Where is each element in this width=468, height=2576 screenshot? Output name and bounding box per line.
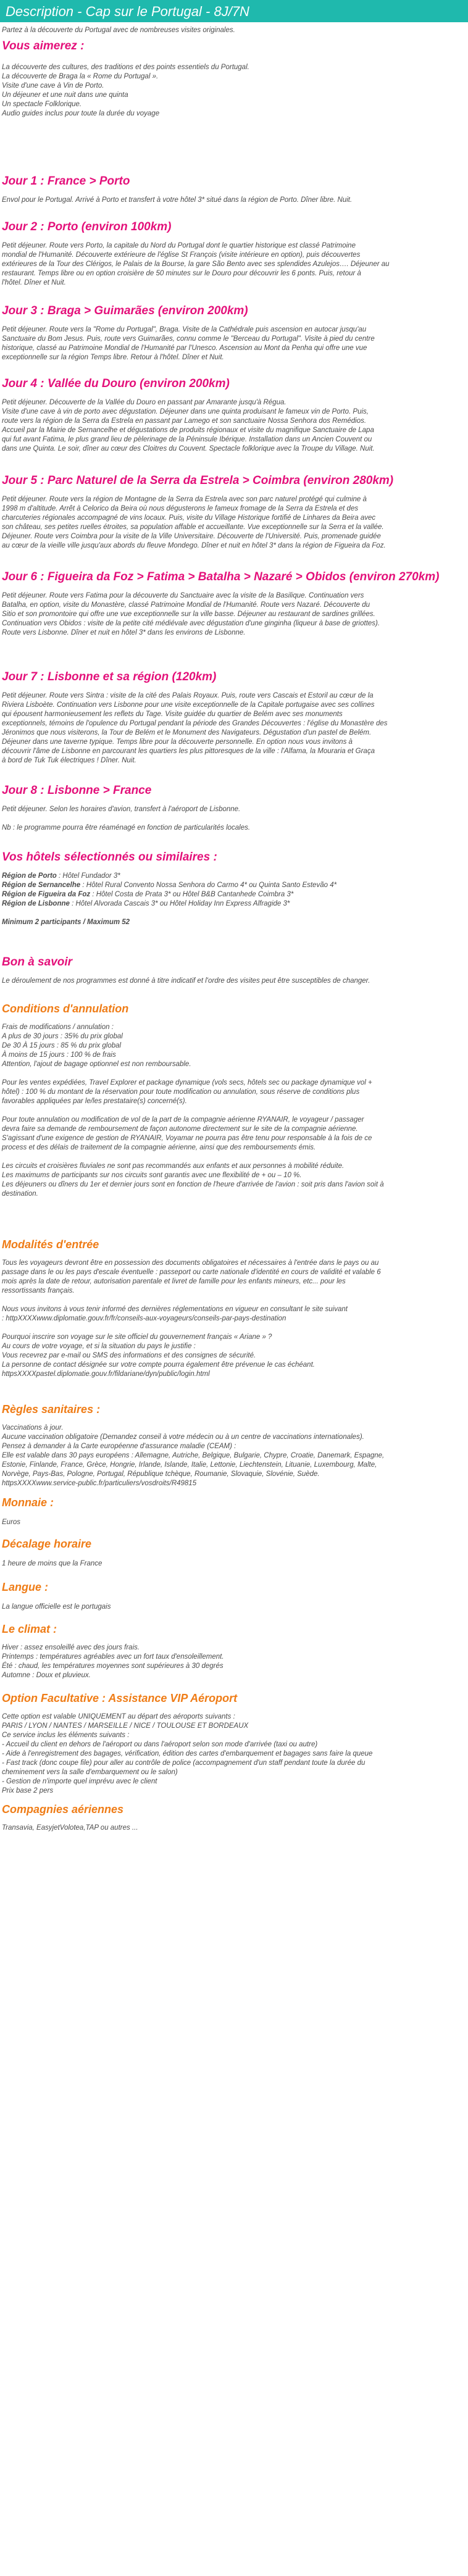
day-text-line: Petit déjeuner. Route vers la région de Montagne de la Serra da Estrela avec son parc naturel protégé qui culmine à — [2, 496, 367, 503]
day-text-line: extérieures de la Tour des Clérigos, le Palais de la Bourse, la gare São Bento avec ses splendides Azulejos…. Déjeuner au — [2, 261, 390, 268]
day-text-line: son château, ses petites ruelles étroites, sa population affable et accueillante. Vue exceptionnelle sur la Serra et la vallée. — [2, 523, 384, 531]
day-text-line: qui épousent harmonieusement les reflets du Tage. Visite guidée du quartier de Belém avec ses monuments — [2, 711, 343, 718]
day-7-section — [2, 670, 388, 765]
list-item: Un déjeuner et une nuit dans une quinta — [2, 91, 128, 99]
list-item: Un spectacle Folklorique. — [2, 101, 82, 108]
day-heading: Jour 2 : Porto (environ 100km) — [2, 220, 172, 233]
day-text-line: l'hôtel. Dîner et Nuit. — [2, 279, 66, 286]
hotel-name: : Hôtel Costa de Prata 3* ou Hôtel B&B Cantanhede Coimbra 3* — [90, 891, 294, 898]
vip-heading: Option Facultative : Assistance VIP Aéroport — [2, 1692, 238, 1704]
time-text: 1 heure de moins que la France — [2, 1560, 102, 1567]
day-text-line: 1998 m d'altitude. Arrêt à Celorico da Beira où nous dégusterons le fameux fromage de la Serra da Estrela et des — [2, 505, 359, 512]
airlines-text: Transavia, EasyjetVolotea,TAP ou autres ... — [2, 1824, 138, 1832]
bon-a-savoir-heading: Bon à savoir — [2, 956, 73, 969]
page-title: Description - Cap sur le Portugal - 8J/7N — [6, 4, 249, 19]
climate-line: Automne : Doux et pluvieux. — [2, 1672, 91, 1679]
currency-heading: Monnaie : — [2, 1496, 54, 1509]
airlines-heading: Compagnies aériennes — [2, 1803, 124, 1815]
day-2-section — [2, 220, 390, 288]
cancellation-line: Pour toute annulation ou modification de vol de la part de la compagnie aérienne RYANAIR, le voyageur / passager — [2, 1116, 364, 1123]
day-text-line: Sanctuaire du Bom Jesus. Puis, route vers Guimarães, connu comme le "Berceau du Portugal". Visite à pied du centre — [2, 335, 375, 343]
day-8-section — [2, 784, 250, 833]
day-heading: Jour 6 : Figueira da Foz > Fatima > Batalha > Nazaré > Obidos (environ 270km) — [2, 570, 440, 583]
hotel-name: : Hôtel Fundador 3* — [56, 872, 120, 880]
day-text-line: découvrir l'âme de Lisbonne en parcourant les quartiers les plus pittoresques de la ville : l'Alfama, la Mouraria et Graça — [2, 748, 375, 755]
entry-line: mois après la date de retour, autorisation parentale et livret de famille pour les enfants mineurs, etc... pour les — [2, 1278, 346, 1285]
entry-line: Vous recevrez par e-mail ou SMS des informations et des consignes de sécurité. — [2, 1352, 256, 1359]
cancellation-line: Frais de modifications / annulation : — [2, 1023, 114, 1031]
list-item: Audio guides inclus pour toute la durée du voyage — [2, 110, 160, 117]
day-text-line: mondial de l'Humanité. Découverte extérieure de l'église St François (visite intérieure en option), puis découvertes — [2, 251, 361, 259]
vip-line: Prix base 2 pers — [2, 1787, 54, 1794]
day-text-line: restaurant. Temps libre ou en option croisière de 50 minutes sur le Douro pour découvrir les 6 ponts. Puis, retour à — [2, 270, 361, 277]
cancellation-heading: Conditions d'annulation — [2, 1002, 129, 1015]
entry-line: La personne de contact désignée sur votre compte pourra également être prévenue le cas échéant. — [2, 1361, 315, 1369]
day-text-line: Batalha, en option, visite du Monastère, classé Patrimoine Mondial de l'Humanité. Route vers Nazaré. Découverte du — [2, 601, 370, 609]
entry-line: passage dans le ou les pays d'escale éventuelle : passeport ou carte nationale d'identité en cours de validité et valable 6 — [2, 1269, 381, 1276]
language-section — [2, 1580, 111, 1612]
day-text-line: exceptionnelle sur la région Temps libre. Retour à l'hôtel. Dîner et Nuit. — [2, 354, 224, 361]
day-text-line: Petit déjeuner. Selon les horaires d'avion, transfert à l'aéroport de Lisbonne. — [2, 806, 241, 813]
intro-text: Partez à la découverte du Portugal avec de nombreuses visites originales. — [2, 27, 235, 34]
health-line: Vaccinations à jour. — [2, 1424, 64, 1432]
day-text-line: Petit déjeuner. Découverte de la Vallée du Douro en passant par Amarante jusqu'à Régua. — [2, 399, 286, 406]
hotels-heading: Vos hôtels sélectionnés ou similaires : — [2, 851, 217, 864]
day-heading: Jour 8 : Lisbonne > France — [2, 784, 152, 797]
day-4-section — [2, 377, 375, 454]
cancellation-line: À moins de 15 jours : 100 % de frais — [2, 1051, 116, 1059]
day-text-line: Riviera Lisboète. Continuation vers Lisbonne pour une visite exceptionnelle de la Capitale portugaise avec ses collines — [2, 701, 375, 709]
cancellation-line: Les maximums de participants sur nos circuits sont garantis avec une flexibilité de + ou – 10 %. — [2, 1172, 302, 1179]
day-text-line: Déjeuner. Route vers Coimbra pour la visite de la Ville Universitaire. Découverte de l'Université. Puis, promenade guidée — [2, 533, 381, 540]
hotel-item — [2, 881, 336, 890]
list-item: La découverte des cultures, des traditions et des points essentiels du Portugal. — [2, 64, 249, 71]
cancellation-line: favorables appliquées par le/les prestataire(s) concerné(s). — [2, 1098, 187, 1105]
day-text-line: à bord de Tuk Tuk électriques ! Dîner. Nuit. — [2, 757, 136, 764]
entry-section — [2, 1238, 381, 1379]
aims-heading: Vous aimerez : — [2, 40, 85, 52]
hotel-item — [2, 890, 336, 899]
hotel-item — [2, 899, 336, 909]
health-line: Norvège, Pays-Bas, Pologne, Portugal, République tchèque, Roumanie, Slovaquie, Slovénie, Suède. — [2, 1470, 320, 1478]
hotel-item — [2, 872, 336, 881]
day-1-section — [2, 175, 352, 205]
title-banner — [0, 0, 468, 22]
day-text-line: Continuation vers Obidos : visite de la petite cité médiévale avec dégustation d'une ginginha (liqueur à base de griottes). — [2, 620, 380, 627]
day-text: Envol pour le Portugal. Arrivé à Porto et transfert à votre hôtel 3* situé dans la région de Porto. Dîner libre. Nuit. — [2, 196, 353, 204]
day-text-line: Route vers Lisbonne. Dîner et nuit en hôtel 3* dans les environs de Lisbonne. — [2, 629, 246, 636]
day-text-line: charcuteries régionales accompagné de vins locaux. Puis, visite du Village Historique fortifié de Linhares da Beira avec — [2, 514, 376, 522]
day-heading: Jour 5 : Parc Naturel de la Serra da Estrela > Coimbra (environ 280km) — [2, 474, 394, 487]
health-line: Estonie, Finlande, France, Grèce, Hongrie, Irlande, Islande, Italie, Lettonie, Liechtenstein, Lituanie, Luxembourg, Malte, — [2, 1461, 377, 1469]
day-text-line: Jéronimos que nous visiterons, la Tour de Belém et le Monument des Navigateurs. Dégustation d'un pastel de Belém. — [2, 729, 372, 736]
participants-info: Minimum 2 participants / Maximum 52 — [2, 919, 130, 926]
health-line: httpsXXXXwww.service-public.fr/particuliers/vosdroits/R49815 — [2, 1480, 197, 1487]
entry-line: httpsXXXXpastel.diplomatie.gouv.fr/fildariane/dyn/public/login.html — [2, 1370, 210, 1378]
cancellation-line: S'agissant d'une exigence de gestion de RYANAIR, Voyamar ne pourra pas être tenu pour responsable à la fois de ce — [2, 1135, 372, 1142]
vip-line: Cette option est valable UNIQUEMENT au départ des aéroports suivants : — [2, 1713, 235, 1720]
day-heading: Jour 7 : Lisbonne et sa région (120km) — [2, 670, 217, 683]
vip-line: - Fast track (donc coupe file) pour aller au contrôle de police (accompagnement d'un staff pendant toute la durée du — [2, 1759, 366, 1767]
climate-section — [2, 1622, 224, 1680]
day-text-line: qui fut avant Fatima, le plus grand lieu de pèlerinage de la Péninsule Ibérique. Installation dans un Ancien Couvent ou — [2, 436, 372, 443]
time-heading: Décalage horaire — [2, 1538, 92, 1550]
cancellation-line: A plus de 30 jours : 35% du prix global — [2, 1033, 123, 1040]
day-text-line: historique, classé au Patrimoine Mondial de l'Humanité par l'Unesco. Ascension au Mont da Penha qui offre une vue — [2, 344, 367, 352]
bon-a-savoir-section — [2, 956, 370, 986]
day-text-line: Sitio et son promontoire qui offre une vue exceptionnelle sur la ville basse. Déjeuner au restaurant de sardines grillées. — [2, 611, 375, 618]
vip-line: Ce service inclus les éléments suivants : — [2, 1732, 130, 1739]
cancellation-line: Les déjeuners ou dîners du 1er et dernier jours sont en fonction de l'heure d'arrivée de l'avion : soit pris dans l'avion soit à — [2, 1181, 384, 1188]
entry-line: Tous les voyageurs devront être en possession des documents obligatoires et nécessaires à l'entrée dans le pays ou au — [2, 1259, 379, 1267]
aims-list — [2, 63, 249, 119]
day-5-section — [2, 474, 393, 551]
airlines-section — [2, 1803, 138, 1833]
day-text-line: Visite d'une cave à vin de porto avec dégustation. Déjeuner dans une quinta produisant le fameux vin de Porto. Puis, — [2, 408, 369, 415]
cancellation-line: destination. — [2, 1190, 38, 1198]
vip-line: PARIS / LYON / NANTES / MARSEILLE / NICE / TOULOUSE ET BORDEAUX — [2, 1722, 249, 1730]
list-item: Visite d'une cave à Vin de Porto. — [2, 82, 104, 90]
hotel-region: Région de Sernancelhe — [2, 882, 81, 889]
day-text-line: dans une Quinta. Le soir, dîner au cœur des Cloitres du Couvent. Spectacle folklorique avec la Troupe du Village. Nuit. — [2, 445, 375, 452]
day-text-line: Petit déjeuner. Route vers la "Rome du Portugal", Braga. Visite de la Cathédrale puis ascension en autocar jusqu'au — [2, 326, 367, 333]
day-6-section — [2, 570, 440, 638]
hotel-region: Région de Porto — [2, 872, 57, 880]
climate-line: Hiver : assez ensoleillé avec des jours frais. — [2, 1644, 140, 1651]
cancellation-line: De 30 À 15 jours : 85 % du prix global — [2, 1042, 122, 1049]
hotel-name: : Hôtel Rural Convento Nossa Senhora do Carmo 4* ou Quinta Santo Estevão 4* — [80, 882, 337, 889]
day-text-line: Petit déjeuner. Route vers Sintra : visite de la cité des Palais Royaux. Puis, route vers Cascais et Estoril au cœur de la — [2, 692, 374, 699]
cancellation-line: Attention, l'ajout de bagage optionnel est non remboursable. — [2, 1061, 191, 1068]
day-text-line: Déjeuner dans une taverne typique. Temps libre pour la découverte personnelle. En option nous vous invitons à — [2, 738, 353, 746]
vip-line: - Accueil du client en dehors de l'aéroport ou dans l'aéroport selon son mode d'arrivée (taxi ou autre) — [2, 1741, 318, 1748]
day-text-line: Petit déjeuner. Route vers Porto, la capitale du Nord du Portugal dont le quartier historique est classé Patrimoine — [2, 242, 356, 249]
climate-line: Été : chaud, les températures moyennes sont supérieures à 30 degrés — [2, 1662, 224, 1670]
day-heading: Jour 4 : Vallée du Douro (environ 200km) — [2, 377, 230, 390]
entry-line: ressortissants français. — [2, 1287, 75, 1294]
entry-line: Pourquoi inscrire son voyage sur le site officiel du gouvernement français « Ariane » ? — [2, 1333, 272, 1341]
climate-line: Printemps : températures agréables avec un fort taux d'ensoleillement. — [2, 1653, 224, 1661]
hotel-name: : Hôtel Alvorada Cascais 3* ou Hôtel Holiday Inn Express Alfragide 3* — [69, 900, 290, 907]
day-text-line: exceptionnels, témoins de l'opulence du Portugal pendant la période des Grandes Découvertes : l'église du Monastère des — [2, 720, 388, 727]
day-text-line: Accueil par la Mairie de Sernancelhe et dégustations de produits régionaux et visite du magnifique Sanctuaire de Lapa — [2, 427, 374, 434]
time-section — [2, 1537, 102, 1569]
health-line: Elle est valable dans 30 pays européens : Allemagne, Autriche, Belgique, Bulgarie, Chypre, Croatie, Danemark, Espagne, — [2, 1452, 385, 1459]
currency-section — [2, 1496, 54, 1527]
vip-line: - Gestion de n'importe quel imprévu avec le client — [2, 1778, 157, 1785]
climate-heading: Le climat : — [2, 1623, 57, 1635]
day-text-line: au cœur de la vieille ville jusqu'aux abords du fleuve Mondego. Dîner et nuit en hôtel 3* dans la région de Figueira da Foz. — [2, 542, 386, 549]
day-heading: Jour 1 : France > Porto — [2, 175, 130, 188]
cancellation-line: Pour les ventes expédiées, Travel Explorer et package dynamique (vols secs, hôtels sec ou package dynamique vol + — [2, 1079, 372, 1086]
day-text-line: Petit déjeuner. Route vers Fatima pour la découverte du Sanctuaire avec la visite de la Basilique. Continuation vers — [2, 592, 364, 599]
hotel-region: Région de Figueira da Foz — [2, 891, 91, 898]
day-3-section — [2, 304, 375, 362]
cancellation-line: process et des délais de traitement de la compagnie aérienne, ainsi que des remboursements émis. — [2, 1144, 316, 1151]
vip-line: cheminement vers la salle d'embarquement ou le salon) — [2, 1769, 178, 1776]
hotel-region: Région de Lisbonne — [2, 900, 70, 907]
hotels-section — [2, 851, 336, 927]
entry-line: Nous vous invitons à vous tenir informé des dernières réglementations en vigueur en consultant le site suivant — [2, 1306, 348, 1313]
vip-section — [2, 1691, 372, 1796]
list-item: La découverte de Braga la « Rome du Portugal ». — [2, 73, 159, 80]
health-section — [2, 1403, 384, 1488]
cancellation-section — [2, 1002, 384, 1199]
currency-text: Euros — [2, 1519, 21, 1526]
health-line: Aucune vaccination obligatoire (Demandez conseil à votre médecin ou à un centre de vaccinations internationales). — [2, 1433, 364, 1441]
language-heading: Langue : — [2, 1581, 48, 1593]
language-text: La langue officielle est le portugais — [2, 1603, 111, 1611]
entry-heading: Modalités d'entrée — [2, 1238, 99, 1251]
health-line: Pensez à demander à la Carte européenne d'assurance maladie (CEAM) : — [2, 1443, 236, 1450]
vip-line: - Aide à l'enregistrement des bagages, vérification, édition des cartes d'embarquement et bagages sans faire la queue — [2, 1750, 373, 1757]
day-text-line: Nb : le programme pourra être réaménagé en fonction de particularités locales. — [2, 824, 251, 832]
cancellation-line: Les circuits et croisières fluviales ne sont pas recommandés aux enfants et aux personnes à mobilité réduite. — [2, 1162, 345, 1170]
aims-section — [2, 37, 249, 119]
entry-line: : httpXXXXwww.diplomatie.gouv.fr/fr/conseils-aux-voyageurs/conseils-par-pays-destination — [2, 1315, 286, 1322]
day-heading: Jour 3 : Braga > Guimarães (environ 200km) — [2, 304, 248, 317]
health-heading: Règles sanitaires : — [2, 1403, 101, 1415]
cancellation-line: devra faire sa demande de remboursement de façon autonome directement sur le site de la compagnie aérienne. — [2, 1125, 358, 1133]
day-text-line: route vers la région de la Serra da Estrela en passant par Lamego et son sanctuaire Nossa Senhora dos Remédios. — [2, 417, 367, 425]
cancellation-line: hôtel) : 100 % du montant de la réservation pour toute modification ou annulation, sous réserve de conditions plus — [2, 1088, 360, 1096]
entry-line: Au cours de votre voyage, et si la situation du pays le justifie : — [2, 1343, 196, 1350]
bon-a-savoir-text: Le déroulement de nos programmes est donné à titre indicatif et l'ordre des visites peut être susceptibles de changer. — [2, 977, 370, 985]
